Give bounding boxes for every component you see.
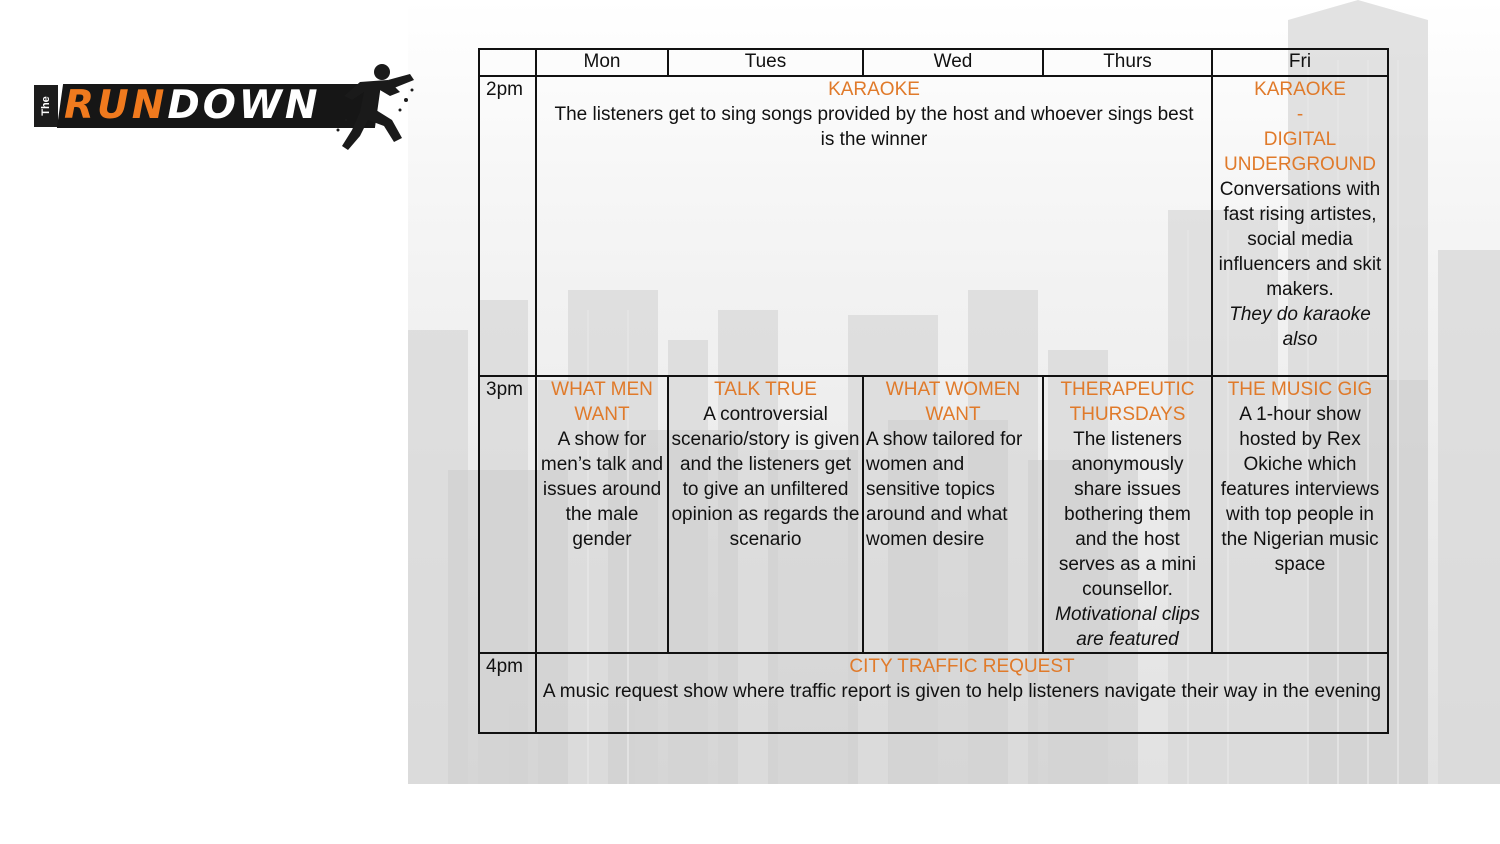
row-3pm (479, 376, 1388, 653)
logo-wordmark (64, 84, 321, 128)
show-karaoke (536, 76, 1212, 376)
day-header-thu: Thurs (1043, 49, 1212, 76)
weekly-schedule-table (478, 48, 1389, 734)
logo-the-tag (34, 85, 58, 127)
show-title: CITY TRAFFIC REQUEST (849, 656, 1075, 677)
show-note: They do karaoke also (1229, 304, 1371, 350)
show-title: TALK TRUE (714, 379, 817, 400)
logo-the-text: The (40, 96, 52, 116)
day-header-wed: Wed (863, 49, 1043, 76)
time-2pm: 2pm (479, 76, 536, 376)
show-description: The listeners get to sing songs provided by the host and whoever sings best is the winner (554, 104, 1194, 150)
show-what-women-want (863, 376, 1043, 653)
day-header-tue: Tues (668, 49, 863, 76)
show-talk-true (668, 376, 863, 653)
show-title: WHAT MEN WANT (551, 379, 653, 425)
show-karaoke-digital-underground (1212, 76, 1388, 376)
header-row (479, 49, 1388, 76)
show-title: THE MUSIC GIG (1227, 379, 1373, 400)
corner-cell (479, 49, 536, 76)
show-note: Motivational clips are featured (1055, 604, 1200, 650)
row-2pm (479, 76, 1388, 376)
show-description: A music request show where traffic report is given to help listeners navigate their way in the evening (542, 681, 1382, 702)
show-description: Conversations with fast rising artistes, social media influencers and skit makers. (1218, 179, 1382, 300)
runner-icon (330, 60, 420, 155)
rundown-logo (30, 60, 420, 155)
row-4pm (479, 653, 1388, 733)
show-title: WHAT WOMEN WANT (885, 379, 1021, 425)
show-what-men-want (536, 376, 668, 653)
show-the-music-gig (1212, 376, 1388, 653)
show-title: THERAPEUTIC THURSDAYS (1060, 379, 1195, 425)
show-description: A show tailored for women and sensitive topics around and what women desire (866, 429, 1023, 550)
time-4pm: 4pm (479, 653, 536, 733)
day-header-fri: Fri (1212, 49, 1388, 76)
show-city-traffic-request (536, 653, 1388, 733)
show-description: The listeners anonymously share issues bothering them and the host serves as a mini counsellor. (1058, 429, 1197, 600)
show-title-line2: - (1296, 104, 1304, 125)
show-title: KARAOKE (828, 79, 920, 100)
show-description: A controversial scenario/story is given and the listeners get to give an unfiltered opinion as regards the scenario (671, 404, 860, 550)
show-title-line3: DIGITAL UNDERGROUND (1224, 129, 1376, 175)
show-description: A 1-hour show hosted by Rex Okiche which features interviews with top people in the Nigerian music space (1220, 404, 1380, 575)
logo-word-down: DOWN (167, 83, 321, 128)
time-3pm: 3pm (479, 376, 536, 653)
logo-word-run: RUN (64, 83, 168, 128)
show-description: A show for men’s talk and issues around the male gender (540, 429, 664, 550)
show-title-line1: KARAOKE (1254, 79, 1346, 100)
day-header-mon: Mon (536, 49, 668, 76)
show-therapeutic-thursdays (1043, 376, 1212, 653)
